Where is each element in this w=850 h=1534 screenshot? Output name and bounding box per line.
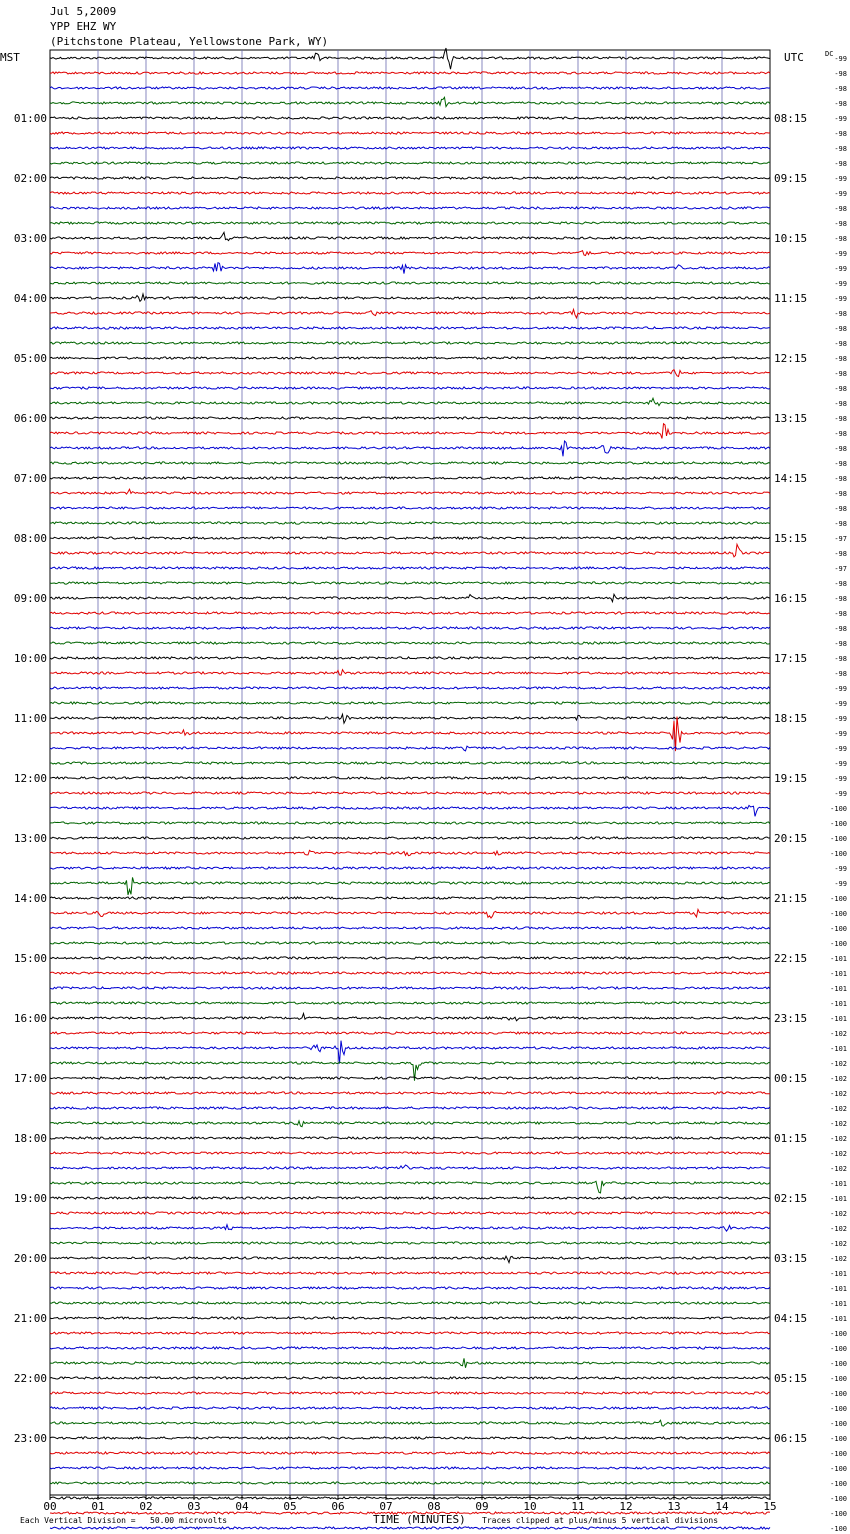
left-hour-label: 10:00 (13, 652, 47, 665)
trace-line (50, 594, 770, 601)
trace-line (50, 1407, 770, 1409)
right-hour-label: 05:15 (774, 1372, 808, 1385)
dc-offset-label: -102 (830, 1120, 847, 1128)
trace-line (50, 462, 770, 464)
dc-offset-label: -98 (834, 580, 847, 588)
x-tick-label: 14 (715, 1500, 729, 1513)
trace-line (50, 72, 770, 74)
dc-offset-label: -98 (834, 355, 847, 363)
right-axis-label: UTC (784, 51, 804, 64)
right-hour-label: 08:15 (774, 112, 808, 125)
trace-line (50, 1242, 770, 1244)
dc-offset-label: -98 (834, 640, 847, 648)
dc-offset-label: -98 (834, 430, 847, 438)
dc-offset-label: -98 (834, 385, 847, 393)
trace-line (50, 522, 770, 524)
dc-offset-label: -99 (834, 775, 847, 783)
dc-offset-label: -101 (830, 985, 847, 993)
dc-offset-label: -98 (834, 655, 847, 663)
dc-offset-label: -100 (830, 1510, 847, 1518)
dc-offset-label: -101 (830, 1270, 847, 1278)
dc-offset-label: -102 (830, 1075, 847, 1083)
dc-offset-label: -98 (834, 130, 847, 138)
left-hour-label: 19:00 (13, 1192, 47, 1205)
trace-line (50, 357, 770, 359)
dc-offset-label: -98 (834, 625, 847, 633)
trace-line (50, 1497, 770, 1499)
dc-offset-label: -98 (834, 520, 847, 528)
dc-offset-label: -100 (830, 820, 847, 828)
dc-offset-label: -100 (830, 835, 847, 843)
trace-line (50, 282, 770, 284)
dc-offset-label: -101 (830, 1285, 847, 1293)
trace-line (50, 942, 770, 944)
trace-line (50, 1527, 770, 1529)
trace-line (50, 1437, 770, 1439)
dc-offset-label: -100 (830, 805, 847, 813)
dc-offset-label: -102 (830, 1105, 847, 1113)
trace-line (50, 544, 770, 557)
seismic-traces (50, 48, 770, 1534)
trace-line (50, 417, 770, 419)
x-tick-label: 03 (187, 1500, 201, 1513)
trace-line (50, 582, 770, 584)
trace-line (50, 642, 770, 644)
dc-offset-label: -100 (830, 925, 847, 933)
clip-note: Traces clipped at plus/minus 5 vertical divisions (482, 1516, 719, 1525)
x-tick-label: 10 (523, 1500, 537, 1513)
dc-offset-label: -99 (834, 715, 847, 723)
dc-offset-label: -99 (834, 190, 847, 198)
trace-line (50, 1482, 770, 1484)
dc-offset-label: -100 (830, 1495, 847, 1503)
trace-line (50, 387, 770, 389)
dc-offset-label: -98 (834, 220, 847, 228)
right-hour-label: 14:15 (774, 472, 808, 485)
left-hour-label: 17:00 (13, 1072, 47, 1085)
dc-offset-label: -98 (834, 475, 847, 483)
trace-line (50, 567, 770, 569)
dc-offset-label: -100 (830, 1375, 847, 1383)
trace-line (50, 162, 770, 164)
x-tick-label: 09 (475, 1500, 489, 1513)
left-hour-label: 16:00 (13, 1012, 47, 1025)
trace-line (50, 762, 770, 764)
trace-line (50, 877, 770, 895)
dc-offset-label: -98 (834, 145, 847, 153)
dc-offset-label: -98 (834, 670, 847, 678)
dc-offset-label: -100 (830, 1390, 847, 1398)
dc-offset-label: -100 (830, 1465, 847, 1473)
right-hour-label: 11:15 (774, 292, 808, 305)
trace-line (50, 537, 770, 539)
trace-line (50, 657, 770, 659)
right-hour-label: 04:15 (774, 1312, 808, 1325)
trace-line (50, 398, 770, 405)
trace-line (50, 1137, 770, 1139)
trace-line (50, 370, 770, 377)
left-hour-label: 21:00 (13, 1312, 47, 1325)
dc-offset-label: -99 (834, 865, 847, 873)
left-hour-label: 03:00 (13, 232, 47, 245)
dc-offset-label: -102 (830, 1135, 847, 1143)
dc-offset-label: -99 (834, 115, 847, 123)
right-hour-label: 13:15 (774, 412, 808, 425)
dc-offset-label: -100 (830, 1330, 847, 1338)
trace-line (50, 294, 770, 301)
trace-line (50, 957, 770, 959)
left-hour-label: 15:00 (13, 952, 47, 965)
trace-line (50, 867, 770, 869)
trace-line (50, 477, 770, 479)
trace-line (50, 1165, 770, 1169)
trace-line (50, 1212, 770, 1214)
dc-offset-label: -99 (834, 265, 847, 273)
right-hour-label: 02:15 (774, 1192, 808, 1205)
dc-offset-label: -100 (830, 1420, 847, 1428)
trace-line (50, 972, 770, 974)
dc-offset-label: -101 (830, 1045, 847, 1053)
dc-offset-label: -102 (830, 1210, 847, 1218)
dc-offset-label: -98 (834, 610, 847, 618)
x-tick-label: 01 (91, 1500, 105, 1513)
dc-offset-label: -98 (834, 85, 847, 93)
dc-offset-label: -101 (830, 970, 847, 978)
left-hour-label: 04:00 (13, 292, 47, 305)
dc-offset-label: -101 (830, 1180, 847, 1188)
trace-line (50, 627, 770, 629)
dc-offset-label: -100 (830, 940, 847, 948)
x-tick-label: 13 (667, 1500, 681, 1513)
trace-line (50, 117, 770, 119)
trace-line (50, 232, 770, 240)
dc-offset-label: -102 (830, 1090, 847, 1098)
left-hour-label: 09:00 (13, 592, 47, 605)
trace-line (50, 702, 770, 704)
trace-line (50, 207, 770, 209)
trace-line (50, 177, 770, 179)
station-code: YPP EHZ WY (50, 20, 117, 33)
dc-offset-label: -98 (834, 310, 847, 318)
dc-offset-label: -99 (834, 880, 847, 888)
trace-line (50, 1197, 770, 1199)
trace-line (50, 805, 770, 816)
right-hour-label: 01:15 (774, 1132, 808, 1145)
dc-offset-label: -100 (830, 1525, 847, 1533)
dc-offset-label: -97 (834, 535, 847, 543)
dc-offset-label: -98 (834, 325, 847, 333)
trace-line (50, 822, 770, 824)
dc-offset-label: -102 (830, 1150, 847, 1158)
right-hour-label: 19:15 (774, 772, 808, 785)
trace-line (50, 1272, 770, 1274)
trace-line (50, 48, 770, 69)
x-axis-title: TIME (MINUTES) (373, 1513, 466, 1526)
x-tick-label: 04 (235, 1500, 249, 1513)
x-tick-label: 06 (331, 1500, 345, 1513)
right-hour-label: 10:15 (774, 232, 808, 245)
x-tick-label: 02 (139, 1500, 153, 1513)
dc-offset-label: -101 (830, 1315, 847, 1323)
trace-line (50, 1358, 770, 1368)
trace-line (50, 1347, 770, 1349)
trace-line (50, 1107, 770, 1109)
trace-line (50, 1332, 770, 1334)
dc-offset-label: -99 (834, 760, 847, 768)
trace-line (50, 1002, 770, 1004)
trace-line (50, 897, 770, 899)
dc-offset-label: -98 (834, 370, 847, 378)
left-hour-label: 05:00 (13, 352, 47, 365)
right-hour-label: 12:15 (774, 352, 808, 365)
scale-note: Each Vertical Division = 50.00 microvolts (20, 1516, 228, 1525)
right-hour-label: 20:15 (774, 832, 808, 845)
x-tick-label: 05 (283, 1500, 297, 1513)
left-hour-label: 11:00 (13, 712, 47, 725)
x-tick-label: 07 (379, 1500, 393, 1513)
trace-line (50, 342, 770, 344)
trace-line (50, 1256, 770, 1262)
dc-offset-label: -101 (830, 1015, 847, 1023)
trace-line (50, 192, 770, 194)
trace-line (50, 777, 770, 779)
left-hour-label: 13:00 (13, 832, 47, 845)
right-hour-label: 00:15 (774, 1072, 808, 1085)
trace-line (50, 1377, 770, 1379)
right-hour-label: 06:15 (774, 1432, 808, 1445)
right-hour-label: 21:15 (774, 892, 808, 905)
dc-offset-label: -102 (830, 1030, 847, 1038)
dc-offset-label: -99 (834, 295, 847, 303)
trace-line (50, 1302, 770, 1304)
trace-line (50, 792, 770, 794)
trace-line (50, 1014, 770, 1021)
trace-line (50, 612, 770, 614)
dc-offset-label: -98 (834, 400, 847, 408)
dc-offset-label: -100 (830, 1450, 847, 1458)
trace-line (50, 909, 770, 918)
dc-offset-label: -98 (834, 235, 847, 243)
dc-offset-label: -102 (830, 1255, 847, 1263)
x-tick-label: 11 (571, 1500, 585, 1513)
left-hour-label: 20:00 (13, 1252, 47, 1265)
dc-offset-label: -100 (830, 1480, 847, 1488)
dc-offset-label: -99 (834, 700, 847, 708)
plot-frame (50, 50, 770, 1495)
dc-offset-label: -98 (834, 460, 847, 468)
dc-label: DC (825, 50, 834, 58)
dc-offset-label: -98 (834, 445, 847, 453)
left-hour-label: 22:00 (13, 1372, 47, 1385)
dc-offset-label: -100 (830, 910, 847, 918)
trace-line (50, 837, 770, 839)
dc-offset-label: -101 (830, 955, 847, 963)
dc-offset-label: -100 (830, 1405, 847, 1413)
trace-line (50, 1041, 770, 1064)
dc-offset-label: -98 (834, 490, 847, 498)
left-hour-label: 23:00 (13, 1432, 47, 1445)
dc-offset-label: -98 (834, 160, 847, 168)
right-hour-label: 18:15 (774, 712, 808, 725)
right-hour-label: 15:15 (774, 532, 808, 545)
dc-offset-label: -102 (830, 1225, 847, 1233)
dc-offset-label: -98 (834, 505, 847, 513)
dc-offset-label: -100 (830, 1345, 847, 1353)
plot-date: Jul 5,2009 (50, 5, 117, 18)
trace-line (50, 1121, 770, 1127)
right-hour-label: 09:15 (774, 172, 808, 185)
dc-offset-label: -97 (834, 565, 847, 573)
dc-offset-label: -102 (830, 1060, 847, 1068)
trace-line (50, 1452, 770, 1454)
dc-offset-label: -101 (830, 1000, 847, 1008)
x-tick-label: 12 (619, 1500, 633, 1513)
trace-line (50, 1181, 770, 1193)
dc-offset-label: -98 (834, 415, 847, 423)
dc-offset-label: -98 (834, 100, 847, 108)
left-hour-label: 12:00 (13, 772, 47, 785)
dc-offset-label: -100 (830, 1360, 847, 1368)
dc-offset-label: -100 (830, 850, 847, 858)
dc-offset-label: -101 (830, 1300, 847, 1308)
trace-line (50, 147, 770, 149)
dc-offset-label: -99 (834, 55, 847, 63)
trace-line (50, 1077, 770, 1079)
trace-line (50, 489, 770, 494)
left-hour-label: 01:00 (13, 112, 47, 125)
dc-offset-label: -102 (830, 1240, 847, 1248)
left-hour-label: 02:00 (13, 172, 47, 185)
trace-line (50, 507, 770, 509)
dc-offset-label: -98 (834, 550, 847, 558)
trace-line (50, 1287, 770, 1289)
dc-offset-label: -99 (834, 745, 847, 753)
left-axis-label: MST (0, 51, 20, 64)
trace-line (50, 87, 770, 89)
dc-offset-label: -99 (834, 175, 847, 183)
trace-line (50, 97, 770, 106)
trace-line (50, 1152, 770, 1154)
right-hour-label: 22:15 (774, 952, 808, 965)
trace-line (50, 714, 770, 723)
left-hour-label: 07:00 (13, 472, 47, 485)
dc-offset-label: -98 (834, 340, 847, 348)
left-hour-label: 06:00 (13, 412, 47, 425)
dc-offset-label: -98 (834, 70, 847, 78)
dc-offset-label: -99 (834, 280, 847, 288)
dc-offset-label: -100 (830, 1435, 847, 1443)
trace-line (50, 1467, 770, 1469)
trace-line (50, 850, 770, 855)
trace-line (50, 927, 770, 929)
trace-line (50, 263, 770, 274)
time-grid (50, 50, 770, 1495)
trace-line (50, 1032, 770, 1034)
trace-line (50, 717, 770, 752)
dc-offset-label: -98 (834, 595, 847, 603)
right-hour-label: 17:15 (774, 652, 808, 665)
trace-line (50, 987, 770, 989)
trace-line (50, 746, 770, 751)
trace-line (50, 424, 770, 439)
x-tick-label: 15 (763, 1500, 777, 1513)
dc-offset-label: -101 (830, 1195, 847, 1203)
dc-offset-label: -99 (834, 685, 847, 693)
trace-line (50, 222, 770, 224)
trace-line (50, 327, 770, 329)
left-hour-label: 08:00 (13, 532, 47, 545)
right-hour-label: 16:15 (774, 592, 808, 605)
dc-offset-label: -98 (834, 205, 847, 213)
trace-line (50, 309, 770, 318)
trace-line (50, 441, 770, 456)
trace-line (50, 1392, 770, 1394)
x-tick-label: 08 (427, 1500, 441, 1513)
trace-line (50, 1225, 770, 1231)
trace-line (50, 1420, 770, 1426)
right-hour-label: 03:15 (774, 1252, 808, 1265)
dc-offset-label: -100 (830, 895, 847, 903)
station-location: (Pitchstone Plateau, Yellowstone Park, WY) (50, 35, 329, 48)
left-hour-label: 14:00 (13, 892, 47, 905)
trace-line (50, 670, 770, 676)
trace-line (50, 132, 770, 134)
x-tick-label: 00 (43, 1500, 57, 1513)
trace-line (50, 687, 770, 689)
dc-offset-label: -99 (834, 730, 847, 738)
left-hour-label: 18:00 (13, 1132, 47, 1145)
x-axis (43, 1495, 776, 1513)
dc-offset-label: -99 (834, 250, 847, 258)
trace-line (50, 251, 770, 256)
dc-offset-label: -99 (834, 790, 847, 798)
trace-line (50, 1092, 770, 1094)
right-hour-label: 23:15 (774, 1012, 808, 1025)
trace-line (50, 1317, 770, 1319)
dc-offset-label: -102 (830, 1165, 847, 1173)
